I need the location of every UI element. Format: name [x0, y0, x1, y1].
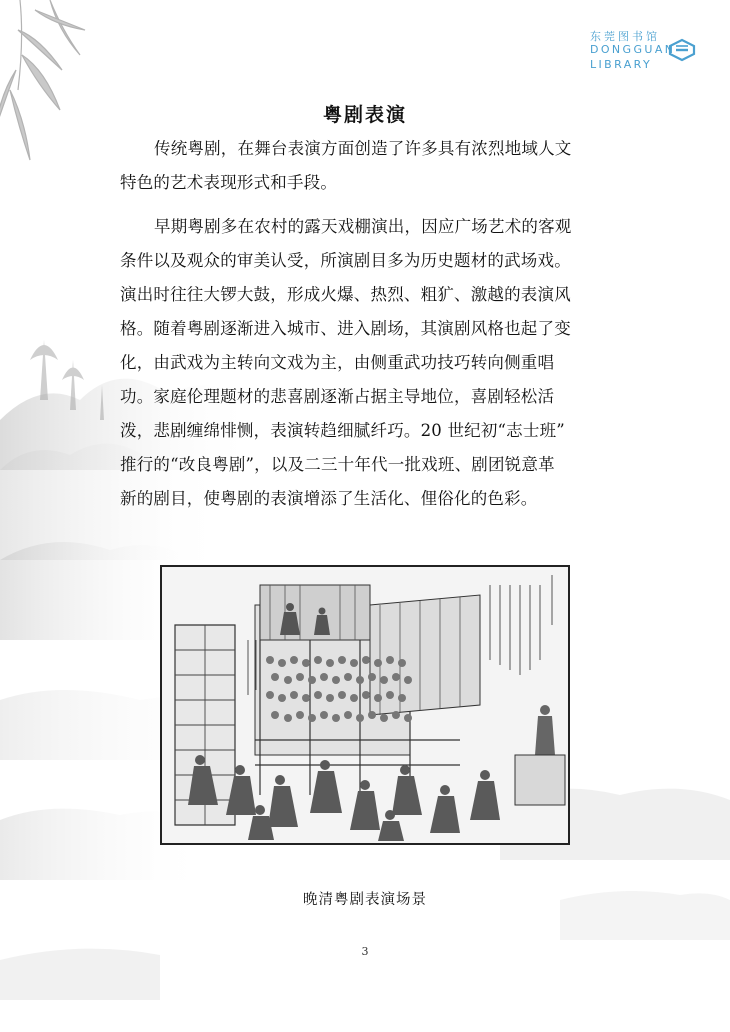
paragraph-line: 条件以及观众的审美认受，所演剧目多为历史题材的武场戏。 — [120, 251, 571, 270]
paragraph-line: 推行的“改良粤剧”，以及二三十年代一批戏班、剧团锐意革 — [120, 455, 555, 474]
figure-caption: 晚清粤剧表演场景 — [303, 892, 427, 908]
paragraph-line: 格。随着粤剧逐渐进入城市、进入剧场，其演剧风格也起了变 — [120, 319, 571, 338]
paragraph-line: 新的剧目，使粤剧的表演增添了生活化、俚俗化的色彩。 — [120, 489, 538, 508]
paragraph-1 — [120, 132, 600, 200]
paragraph-line: 特色的艺术表现形式和手段。 — [120, 173, 338, 192]
logo-english-line2: LIBRARY — [590, 58, 653, 71]
paragraph-line: 功。家庭伦理题材的悲喜剧逐渐占据主导地位，喜剧轻松活 — [120, 387, 555, 406]
logo-english-line1: DONGGUAN — [590, 43, 676, 56]
paragraph-line: 演出时往往大锣大鼓，形成火爆、热烈、粗犷、激越的表演风 — [120, 285, 571, 304]
page-number: 3 — [361, 945, 369, 958]
paragraph-line: 化，由武戏为主转向文戏为主，由侧重武功技巧转向侧重唱 — [120, 353, 555, 372]
paragraph-2 — [120, 210, 600, 516]
paragraph-line: 泼，悲剧缠绵悱恻，表演转趋细腻纤巧。20 世纪初“志士班” — [120, 421, 565, 440]
page-title: 粤剧表演 — [322, 104, 407, 126]
logo-chinese-text: 东莞图书馆 — [590, 30, 660, 43]
library-logo — [590, 26, 710, 74]
paragraph-line: 早期粤剧多在农村的露天戏棚演出，因应广场艺术的客观 — [154, 217, 572, 236]
library-logo-icon — [668, 38, 696, 62]
paragraph-line: 传统粤剧，在舞台表演方面创造了许多具有浓烈地域人文 — [154, 139, 572, 158]
opera-scene-illustration — [160, 565, 570, 845]
